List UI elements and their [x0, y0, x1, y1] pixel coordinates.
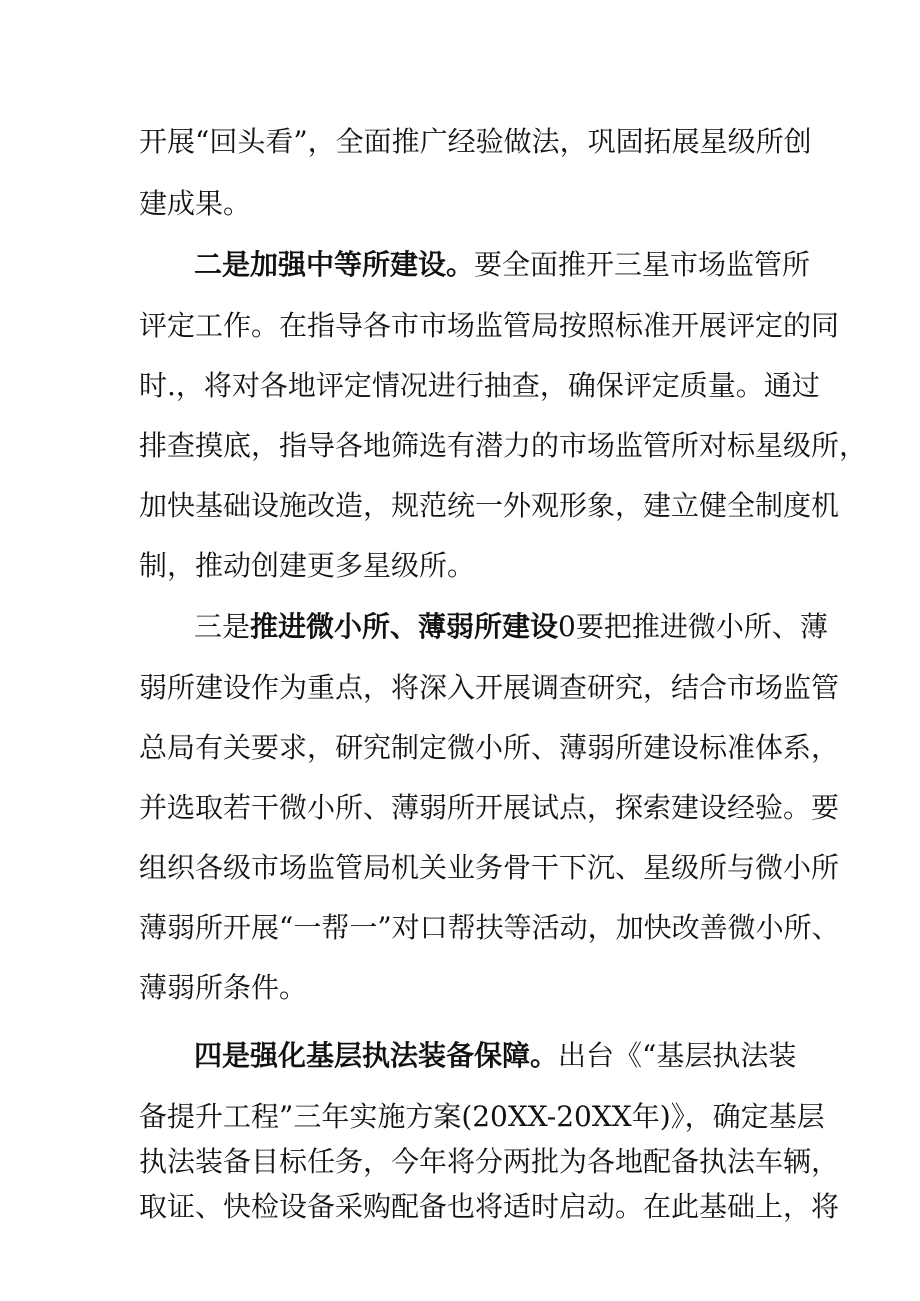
line-text: 加快基础设施改造，规范统一外观形象，建立健全制度机: [139, 489, 840, 522]
paragraph-line: [139, 1100, 825, 1133]
paragraph-line: [139, 671, 840, 704]
line-text: 薄弱所开展“一帮一”对口帮扶等活动，加快改善微小所、: [139, 911, 840, 944]
paragraph-heading-line: [194, 1039, 797, 1072]
paragraph-line: [139, 187, 252, 220]
paragraph-line: [139, 429, 868, 462]
paragraph-line: [139, 309, 840, 342]
line-text: 执法装备目标任务，今年将分两批为各地配备执法车辆，: [139, 1145, 840, 1178]
paragraph-heading-line: [194, 610, 828, 643]
line-text: 出台《“基层执法装: [558, 1039, 797, 1072]
line-text: 排查摸底，指导各地筛选有潜力的市场监管所对标星级所，: [139, 429, 868, 462]
paragraph-line: [139, 851, 840, 884]
paragraph-line: [139, 791, 840, 824]
line-text: 建成果。: [139, 187, 252, 220]
paragraph-line: [139, 911, 840, 944]
paragraph-line: [139, 731, 840, 764]
line-text: 时.，将对各地评定情况进行抽查，确保评定质量。通过: [139, 369, 820, 402]
line-text: 总局有关要求，研究制定微小所、薄弱所建设标准体系，: [139, 731, 840, 764]
section-heading: 二是加强中等所建设。: [194, 248, 475, 281]
line-text: 取证、快检设备采购配备也将适时启动。在此基础上，将: [139, 1190, 840, 1223]
paragraph-line: [139, 369, 820, 402]
line-text: 备提升工程”三年实施方案(20XX-20XX年)》，确定基层: [139, 1100, 825, 1133]
line-text: 弱所建设作为重点，将深入开展调查研究，结合市场监管: [139, 671, 840, 704]
line-text: 三是: [194, 610, 251, 643]
line-text: 评定工作。在指导各市市场监管局按照标准开展评定的同: [139, 309, 840, 342]
section-heading: 四是强化基层执法装备保障。: [194, 1039, 559, 1072]
paragraph-line: [139, 489, 840, 522]
line-text: 要全面推开三星市场监管所: [474, 248, 811, 281]
paragraph-line: [139, 1190, 840, 1223]
line-text: 开展“回头看”，全面推广经验做法，巩固拓展星级所创: [139, 125, 812, 158]
line-text: 0要把推进微小所、薄: [558, 610, 828, 643]
paragraph-line: [139, 971, 308, 1004]
paragraph-line: [139, 549, 476, 582]
line-text: 组织各级市场监管局机关业务骨干下沉、星级所与微小所: [139, 851, 840, 884]
line-text: 薄弱所条件。: [139, 971, 308, 1004]
line-text: 制，推动创建更多星级所。: [139, 549, 476, 582]
section-heading: 推进微小所、薄弱所建设: [250, 610, 559, 643]
paragraph-line: [139, 1145, 840, 1178]
line-text: 并选取若干微小所、薄弱所开展试点，探索建设经验。要: [139, 791, 840, 824]
paragraph-line: [139, 125, 812, 158]
paragraph-heading-line: [194, 248, 811, 281]
